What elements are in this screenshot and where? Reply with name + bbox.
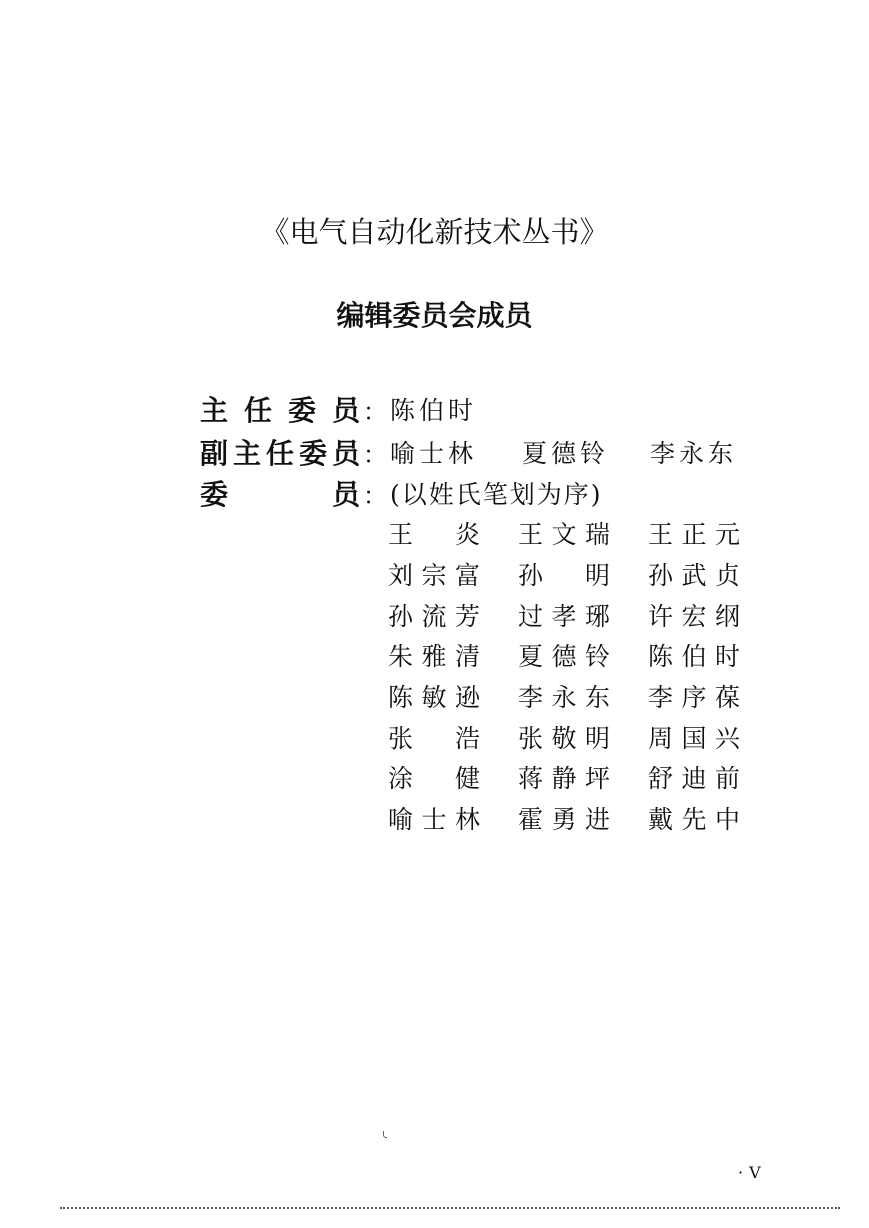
member-name: 刘宗富 [388,561,480,591]
members-colon: ： [363,481,387,510]
vice-chair-name: 夏德铃 [522,439,610,468]
member-name: 陈敏逊 [388,683,480,713]
member-name: 蒋静坪 [518,764,610,794]
member-row [388,676,740,717]
chair-name: 陈伯时 [390,396,478,425]
member-name: 王文瑞 [518,520,610,550]
member-name: 孙明 [518,561,610,591]
members-label: 委员 [200,478,360,511]
members-row [200,473,603,513]
member-name: 孙流芳 [388,601,480,631]
member-name: 涂健 [388,764,480,794]
vice-chair-colon: ： [363,440,387,469]
vice-chair-names [390,434,737,470]
member-name: 张敬明 [518,723,610,753]
member-name: 李序葆 [648,683,740,713]
vice-chair-row [200,432,737,472]
member-row [388,798,740,839]
member-row [388,513,740,554]
member-name: 喻士林 [388,805,480,835]
member-name: 王正元 [648,520,740,550]
page-number [738,1163,761,1182]
member-name: 王炎 [388,520,480,550]
chair-colon: ： [363,397,387,426]
member-name: 夏德铃 [518,642,610,672]
member-row [388,757,740,798]
page-number-dot: · [738,1163,744,1182]
scan-speck [383,1131,387,1138]
member-name: 过孝琊 [518,601,610,631]
member-name: 周国兴 [648,723,740,753]
member-row [388,635,740,676]
member-name: 李永东 [518,683,610,713]
member-name: 霍勇进 [518,805,610,835]
vice-chair-label: 副主任委员 [200,437,360,470]
member-name: 许宏纲 [648,601,740,631]
bottom-scan-rule [60,1207,840,1209]
chair-names [390,391,477,427]
vice-chair-name: 喻士林 [390,439,478,468]
member-name: 戴先中 [648,805,740,835]
member-name: 舒迪前 [648,764,740,794]
member-row [388,594,740,635]
member-list [388,513,740,839]
members-ordering-note: (以姓氏笔划为序) [390,480,603,509]
member-name: 朱雅清 [388,642,480,672]
member-name: 陈伯时 [648,642,740,672]
member-name: 孙武贞 [648,561,740,591]
member-name: 张浩 [388,723,480,753]
member-row [388,554,740,595]
member-row [388,716,740,757]
page-number-value: V [749,1163,761,1182]
vice-chair-name: 李永东 [650,439,738,468]
chair-label: 主任委员 [200,394,360,427]
committee-heading: 编辑委员会成员 [336,299,533,332]
chair-row [200,389,477,429]
series-title: 《电气自动化新技术丛书》 [260,215,609,249]
